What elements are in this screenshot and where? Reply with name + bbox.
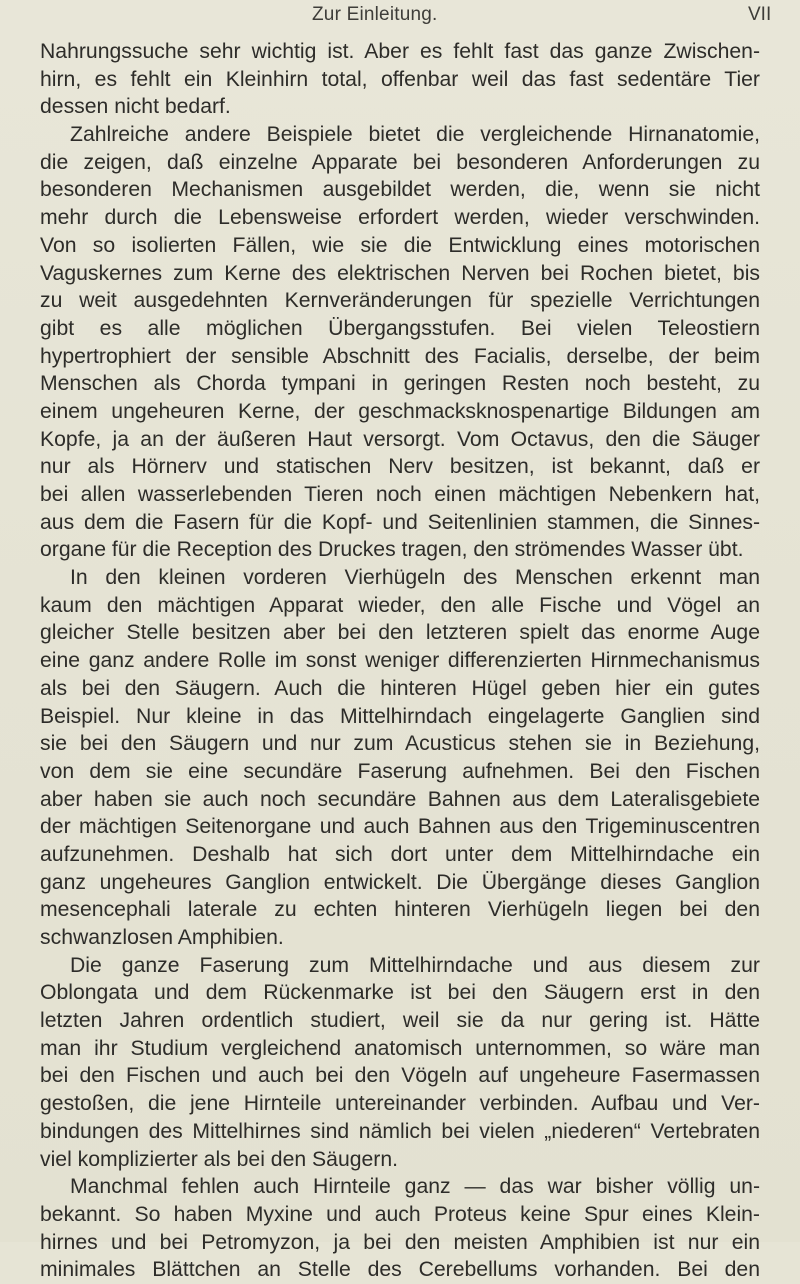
text-line: Nahrungssuche sehr wichtig ist. Aber es fehlt fast das ganze Zwischen- <box>40 40 760 63</box>
text-line: mehr durch die Lebensweise erfordert werden, wieder verschwinden. <box>40 206 760 230</box>
text-line: Zahlreiche andere Beispiele bietet die vergleichende Hirnanatomie, <box>70 123 760 147</box>
text-line: eine ganz andere Rolle im sonst weniger differenzierten Hirnmechanismus <box>40 649 760 673</box>
paragraph <box>40 564 760 952</box>
text-line: gestoßen, die jene Hirnteile untereinander verbinden. Aufbau und Ver- <box>40 1092 760 1116</box>
running-head <box>0 4 800 32</box>
text-line: aus dem die Fasern für die Kopf- und Seitenlinien stammen, die Sinnes- <box>40 510 760 534</box>
text-line: einem ungeheuren Kerne, der geschmacksknospenartige Bildungen am <box>40 399 760 423</box>
text-line: bei den Fischen und auch bei den Vögeln auf ungeheure Fasermassen <box>40 1064 760 1088</box>
text-line: hirnes und bei Petromyzon, ja bei den meisten Amphibien ist nur ein <box>40 1230 760 1254</box>
text-line: bekannt. So haben Myxine und auch Proteus keine Spur eines Klein- <box>40 1202 760 1226</box>
text-line: bei allen wasserlebenden Tieren noch einen mächtigen Nebenkern hat, <box>40 483 760 506</box>
text-line: Manchmal fehlen auch Hirnteile ganz — das war bisher völlig un- <box>70 1175 760 1199</box>
text-line: aufzunehmen. Deshalb hat sich dort unter dem Mittelhirndache ein <box>40 842 760 866</box>
text-line: man ihr Studium vergleichend anatomisch unternommen, so wäre man <box>40 1036 760 1060</box>
text-line: hirn, es fehlt ein Kleinhirn total, offenbar weil das fast sedentäre Tier <box>40 67 760 91</box>
text-line: von dem sie eine secundäre Faserung aufnehmen. Bei den Fischen <box>40 759 760 783</box>
page-number: VII <box>748 4 772 25</box>
text-line: letzten Jahren ordentlich studiert, weil sie da nur gering ist. Hätte <box>40 1009 760 1033</box>
text-line: zu weit ausgedehnten Kernveränderungen für spezielle Verrichtungen <box>40 289 760 313</box>
text-line: mesencephali laterale zu echten hinteren Vierhügeln liegen bei den <box>40 898 760 922</box>
text-line: Menschen als Chorda tympani in geringen Resten noch besteht, zu <box>40 372 760 396</box>
text-line: Vaguskernes zum Kerne des elektrischen Nerven bei Rochen bietet, bis <box>40 261 760 285</box>
text-line: nur als Hörnerv und statischen Nerv besitzen, ist bekannt, daß er <box>40 455 760 479</box>
text-line: Beispiel. Nur kleine in das Mittelhirndach eingelagerte Ganglien sind <box>40 704 760 728</box>
text-line: als bei den Säugern. Auch die hinteren Hügel geben hier ein gutes <box>40 676 760 700</box>
text-line: bindungen des Mittelhirnes sind nämlich bei vielen „niederen“ Vertebraten <box>40 1119 760 1143</box>
text-line: hypertrophiert der sensible Abschnitt des Facialis, derselbe, der beim <box>40 344 760 368</box>
text-line: sie bei den Säugern und nur zum Acusticus stehen sie in Beziehung, <box>40 732 760 756</box>
paragraph <box>40 1173 760 1284</box>
text-line: minimales Blättchen an Stelle des Cerebellums vorhanden. Bei den <box>40 1258 760 1282</box>
text-line: dessen nicht bedarf. <box>40 95 231 119</box>
paragraph <box>40 38 760 121</box>
text-line: Oblongata und dem Rückenmarke ist bei den Säugern erst in den <box>40 981 760 1005</box>
text-line: kaum den mächtigen Apparat wieder, den alle Fische und Vögel an <box>40 593 760 617</box>
text-line: gibt es alle möglichen Übergangsstufen. Bei vielen Teleostiern <box>40 316 760 340</box>
paragraph <box>40 952 760 1174</box>
text-line: Von so isolierten Fällen, wie sie die Entwicklung eines motorischen <box>40 233 760 257</box>
text-line: In den kleinen vorderen Vierhügeln des Menschen erkennt man <box>70 566 760 590</box>
text-line: gleicher Stelle besitzen aber bei den letzteren spielt das enorme Auge <box>40 621 760 645</box>
text-line: ganz ungeheures Ganglion entwickelt. Die Übergänge dieses Ganglion <box>40 870 760 894</box>
text-line: organe für die Reception des Druckes tragen, den strömendes Wasser übt. <box>40 538 744 562</box>
text-line: aber haben sie auch noch secundäre Bahnen aus dem Lateralisgebiete <box>40 787 760 811</box>
text-line: Die ganze Faserung zum Mittelhirndache und aus diesem zur <box>70 953 760 977</box>
paragraph <box>40 121 760 564</box>
text-line: die zeigen, daß einzelne Apparate bei besonderen Anforderungen zu <box>40 150 760 174</box>
text-line: viel komplizierter als bei den Säugern. <box>40 1147 399 1171</box>
text-line: Kopfe, ja an der äußeren Haut versorgt. Vom Octavus, den die Säuger <box>40 427 760 451</box>
text-line: der mächtigen Seitenorgane und auch Bahnen aus den Trigeminuscentren <box>40 815 760 839</box>
running-title: Zur Einleitung. <box>312 4 438 25</box>
body-text <box>40 38 760 1284</box>
text-line: schwanzlosen Amphibien. <box>40 926 284 949</box>
text-line: besonderen Mechanismen ausgebildet werden, die, wenn sie nicht <box>40 178 760 202</box>
